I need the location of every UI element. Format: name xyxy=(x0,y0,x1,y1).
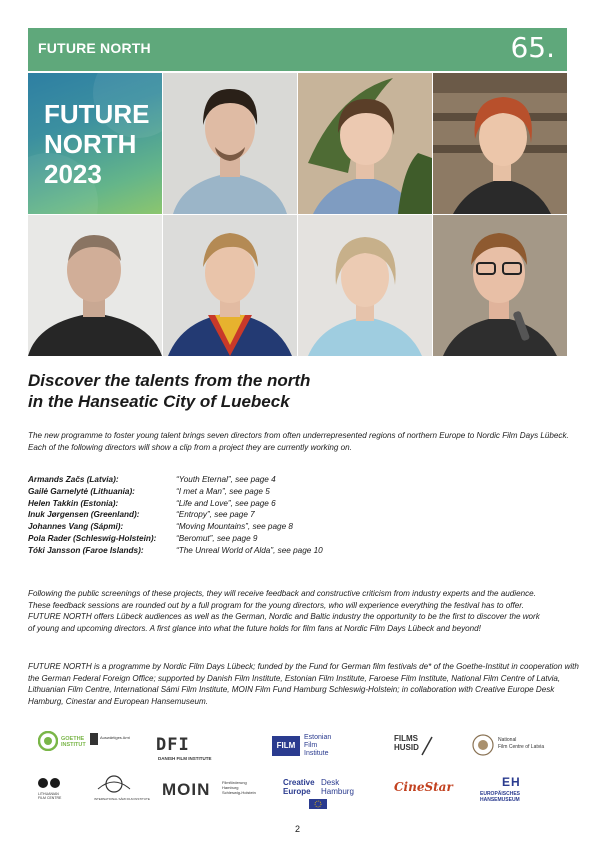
portrait-photo xyxy=(298,73,432,214)
section-title: FUTURE NORTH xyxy=(38,40,151,56)
eagle-icon xyxy=(90,733,98,745)
director-project: “I met a Man”, see page 5 xyxy=(176,486,270,496)
main-heading xyxy=(28,370,310,412)
sponsor-logos: GOETHE INSTITUT Auswärtiges Amt DFI DANISH FILM INSTITUTE FILM Estonian Film Institute FILMS HUSID National Film Centre of Latvia LITHUANIAN FILM CENTRE INTERNATIONAL SÁMI FILM INSTITUTE MOIN Filmförderung Hamburg Schleswig-Holstein Creative Europe Desk Hamburg CineStar EH EUROPÄISCHES HANSEMUSEUM xyxy=(28,725,567,815)
credits-line: Lithuanian Film Centre, International Sámi Film Institute, MOIN Film Fund Hamburg Schleswig-Holstein; in collaboration with Creative Europe Desk xyxy=(28,685,555,695)
intro-line: Each of the following directors will show a clip from a project they are currently working on. xyxy=(28,442,352,452)
portrait-photo xyxy=(28,215,162,356)
future-north-title-tile xyxy=(28,73,162,214)
portrait-photo xyxy=(433,73,567,214)
credits-paragraph xyxy=(28,661,579,708)
section-header xyxy=(28,28,567,71)
list-item xyxy=(28,545,323,557)
credits-line: FUTURE NORTH is a programme by Nordic Film Days Lübeck; funded by the Fund for German film festivals de* of the Goethe-Institut in cooperation with xyxy=(28,662,579,671)
list-item xyxy=(28,533,323,545)
feedback-paragraph xyxy=(28,588,540,635)
director-list xyxy=(28,474,323,557)
list-item xyxy=(28,498,323,510)
director-name: Gailė Garnelytė (Lithuania): xyxy=(28,486,135,496)
slash-icon xyxy=(420,736,434,756)
director-project: “Youth Eternal”, see page 4 xyxy=(176,475,276,484)
list-item xyxy=(28,521,323,533)
director-name: Armands Začs (Latvia): xyxy=(28,475,119,484)
title-line-1: FUTURE xyxy=(44,99,150,129)
dots-icon xyxy=(38,777,60,789)
goethe-icon xyxy=(38,731,58,751)
director-name: Pola Rader (Schleswig-Holstein): xyxy=(28,533,157,543)
director-photo-grid xyxy=(28,73,567,356)
crest-icon xyxy=(472,734,494,756)
feedback-line: Following the public screenings of these projects, they will receive feedback and constructive criticism from industry experts and the audience. xyxy=(28,589,536,598)
footer-page-number: 2 xyxy=(294,824,300,834)
intro-paragraph xyxy=(28,430,569,453)
feedback-line: of young and upcoming directors. A first glance into what the future holds for film fans at Nordic Film Days Lübeck and beyond! xyxy=(28,624,481,634)
director-name: Inuk Jørgensen (Greenland): xyxy=(28,510,140,520)
director-project: “The Unreal World of Alda”, see page 10 xyxy=(176,545,323,555)
director-project: “Moving Mountains”, see page 8 xyxy=(176,522,293,532)
title-line-3: 2023 xyxy=(44,159,102,189)
credits-line: the German Federal Foreign Office; supported by Danish Film Institute, Estonian Film Institute, Faroese Film Institute, National Film Centre of Latvia, xyxy=(28,673,561,683)
feedback-line: These feedback sessions are rounded out by a full program for the young directors, who will experience everything the festival has to offer. xyxy=(28,600,524,610)
credits-line: Hamburg, Cinestar and European Hansemuseum. xyxy=(28,697,208,707)
portrait-photo xyxy=(298,215,432,356)
heading-line-1: Discover the talents from the north xyxy=(28,371,311,390)
intro-line: The new programme to foster young talent brings seven directors from often underrepresented regions of northern Europe to Nordic Film Days Lübeck. xyxy=(28,431,569,440)
director-name: Helen Takkin (Estonia): xyxy=(28,498,119,508)
director-name: Tóki Jansson (Faroe Islands): xyxy=(28,545,144,555)
list-item xyxy=(28,474,323,486)
title-line-2: NORTH xyxy=(44,129,137,159)
sami-icon xyxy=(94,773,134,795)
director-project: “Entropy”, see page 7 xyxy=(176,510,255,520)
portrait-photo xyxy=(163,73,297,214)
portrait-photo xyxy=(163,215,297,356)
portrait-photo xyxy=(433,215,567,356)
director-project: “Beromut”, see page 9 xyxy=(176,533,258,543)
director-name: Johannes Vang (Sápmi): xyxy=(28,522,124,532)
list-item xyxy=(28,509,323,521)
heading-line-2: in the Hanseatic City of Luebeck xyxy=(28,392,290,411)
eu-flag-icon xyxy=(309,799,327,809)
list-item xyxy=(28,486,323,498)
feedback-line: FUTURE NORTH offers Lübeck audiences as well as the German, Nordic and Baltic industry the opportunity to be the first to discover the work xyxy=(28,612,540,622)
header-page-number: 65. xyxy=(510,31,555,64)
director-project: “Life and Love”, see page 6 xyxy=(176,498,276,508)
